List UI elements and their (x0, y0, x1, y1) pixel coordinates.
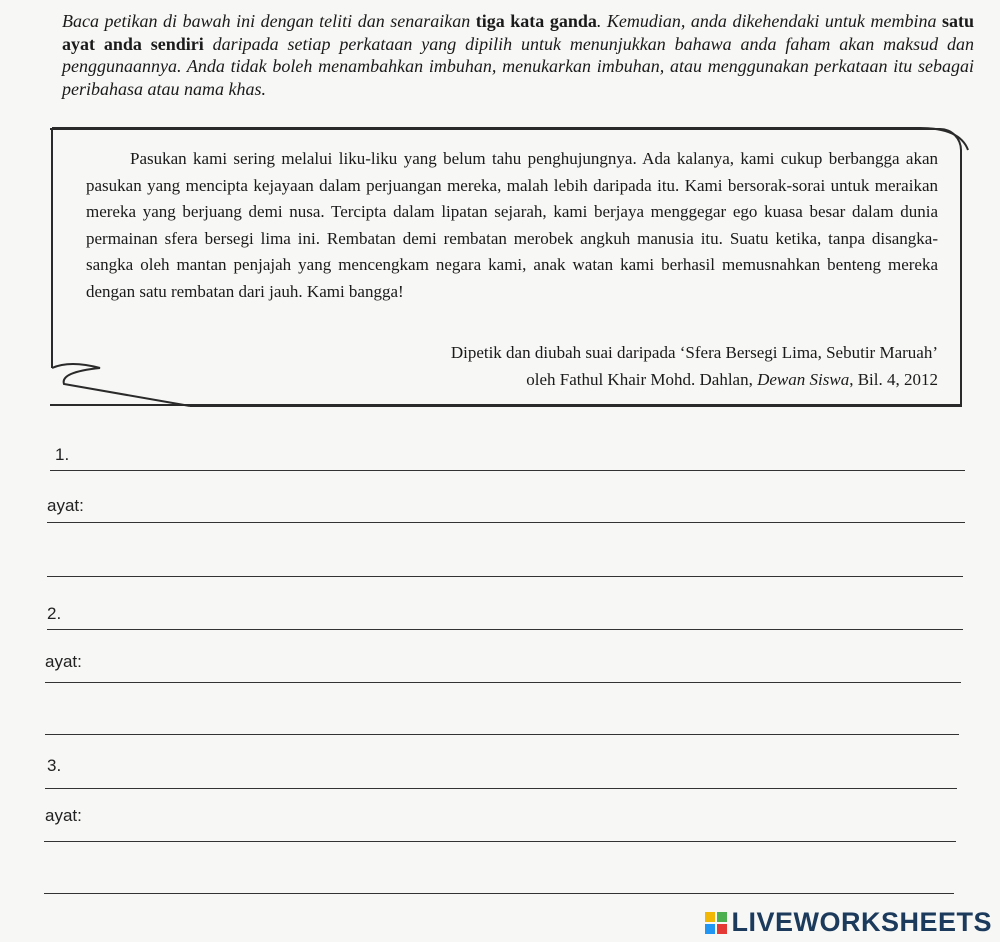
passage-text: Pasukan kami sering melalui liku-liku yang belum tahu penghujungnya. Ada kalanya, kami cukup berbangga akan pasukan yang mencipta kejayaan dalam perjuangan mereka, malah lebih daripada itu. Kami bersorak-sorai untuk meraikan mereka yang berjuang demi nusa. Tercipta dalam lipatan sejarah, kami berjaya menggegar ego kuasa besar dalam dunia permainan sfera bersegi lima ini. Rembatan demi rembatan merobek angkuh manusia itu. Suatu ketika, tanpa disangka-sangka oleh mantan penjajah yang mencengkam negara kami, anak watan kami berhasil memusnahkan benteng mereka dengan satu rembatan dari jauh. Kami bangga! (86, 149, 938, 301)
answer-line-sentence-2a[interactable] (45, 682, 961, 683)
logo-square-2 (717, 912, 727, 922)
ayat-label-3: ayat: (45, 806, 82, 825)
logo-square-1 (705, 912, 715, 922)
ayat-label-2: ayat: (45, 652, 82, 671)
liveworksheets-logo-icon (705, 912, 727, 934)
answer-line-word-2[interactable] (47, 629, 963, 630)
question-number-2: 2. (47, 604, 62, 623)
source-issue: , Bil. 4, 2012 (849, 370, 938, 389)
answer-line-word-1[interactable] (50, 470, 965, 471)
instructions-bold-1: tiga kata ganda (475, 11, 597, 31)
source-magazine: Dewan Siswa (757, 370, 850, 389)
question-number-1: 1. (55, 445, 70, 464)
instructions-text-3: daripada setiap perkataan yang dipilih untuk menunjukkan bahawa anda faham akan maksud dan penggunaannya. Anda tidak boleh menambahkan imbuhan, menukarkan imbuhan, atau menggunakan perkataan itu sebagai peribahasa atau nama khas. (62, 33, 974, 99)
answer-line-sentence-3a[interactable] (44, 841, 956, 842)
ayat-label-1: ayat: (47, 496, 84, 515)
source-author: oleh Fathul Khair Mohd. Dahlan, (526, 370, 758, 389)
answer-line-sentence-2b[interactable] (45, 734, 959, 735)
answer-line-sentence-1b[interactable] (47, 576, 963, 577)
answer-line-sentence-3b[interactable] (44, 893, 954, 894)
instructions-bold-2: satu ayat anda sendiri (62, 11, 974, 54)
instructions-text-2: . Kemudian, anda dikehendaki untuk membina (596, 11, 942, 31)
instructions-text-1: Baca petikan di bawah ini dengan teliti dan senaraikan (62, 11, 476, 31)
logo-square-3 (705, 924, 715, 934)
liveworksheets-brand (705, 907, 992, 938)
answer-line-sentence-1a[interactable] (47, 522, 965, 523)
question-number-3: 3. (47, 756, 62, 775)
source-line-1: Dipetik dan diubah suai daripada ‘Sfera Bersegi Lima, Sebutir Maruah’ (450, 343, 938, 362)
logo-square-4 (717, 924, 727, 934)
brand-name: LIVEWORKSHEETS (731, 907, 992, 937)
answer-line-word-3[interactable] (45, 788, 957, 789)
